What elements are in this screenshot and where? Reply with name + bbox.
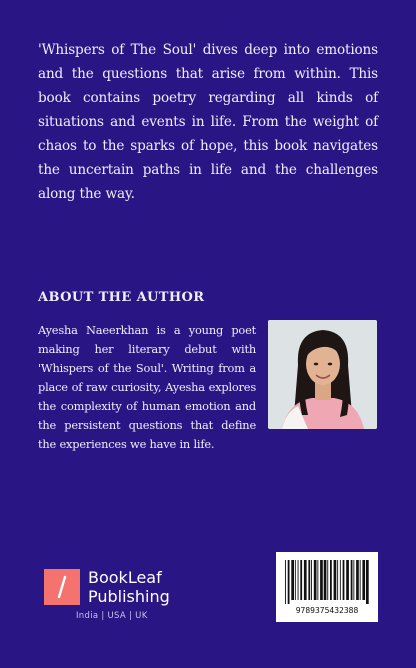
- barcode-bar: [343, 560, 345, 600]
- barcode-bar: [327, 560, 328, 600]
- publisher-logo-mark: [44, 569, 80, 605]
- publisher-logo: [44, 568, 170, 606]
- barcode-bar: [340, 560, 341, 600]
- barcode-bar: [314, 560, 317, 600]
- barcode-bar: [366, 560, 369, 604]
- barcode-bar: [317, 560, 318, 600]
- barcode-bar: [308, 560, 310, 600]
- barcode-bar: [334, 560, 337, 600]
- publisher-name-line1: BookLeaf: [88, 568, 162, 587]
- barcode-bar: [288, 560, 290, 604]
- barcode-bar: [351, 560, 353, 600]
- barcode-bars: [285, 560, 371, 604]
- barcode-bar: [330, 560, 332, 600]
- author-photo: [268, 320, 377, 429]
- publisher-name-line2: Publishing: [88, 587, 170, 606]
- publisher-regions: India | USA | UK: [76, 611, 148, 621]
- author-bio: Ayesha Naeerkhan is a young poet making her literary debut with 'Whispers of the Soul'. Writing from a place of raw curiosity, Ayesha explores the complexity of human emotion and the persistent questions that define the experiences we have in life.: [38, 323, 256, 451]
- publisher-name: [88, 568, 170, 606]
- barcode-bar: [298, 560, 299, 600]
- about-author-heading: ABOUT THE AUTHOR: [38, 290, 205, 305]
- barcode-bar: [311, 560, 312, 600]
- barcode-bar: [324, 560, 327, 600]
- barcode-bar: [300, 560, 302, 600]
- barcode-bar: [320, 560, 323, 600]
- barcode-bar: [362, 560, 365, 600]
- barcode-bar: [285, 560, 286, 604]
- barcode-bar: [337, 560, 338, 600]
- barcode-bar: [353, 560, 354, 600]
- barcode-bar: [295, 560, 296, 600]
- isbn-number: 9789375432388: [295, 606, 359, 615]
- barcode-bar: [304, 560, 307, 600]
- isbn-barcode: [276, 552, 378, 622]
- barcode-bar: [360, 560, 361, 600]
- book-blurb: 'Whispers of The Soul' dives deep into emotions and the questions that arise from within. This book contains poetry regarding all kinds of situations and events in life. From the weight of chaos to the sparks of hope, this book navigates the uncertain paths in life and the challenges along the way.: [38, 42, 378, 202]
- barcode-bar: [291, 560, 294, 600]
- barcode-bar: [356, 560, 359, 600]
- barcode-bar: [346, 560, 349, 600]
